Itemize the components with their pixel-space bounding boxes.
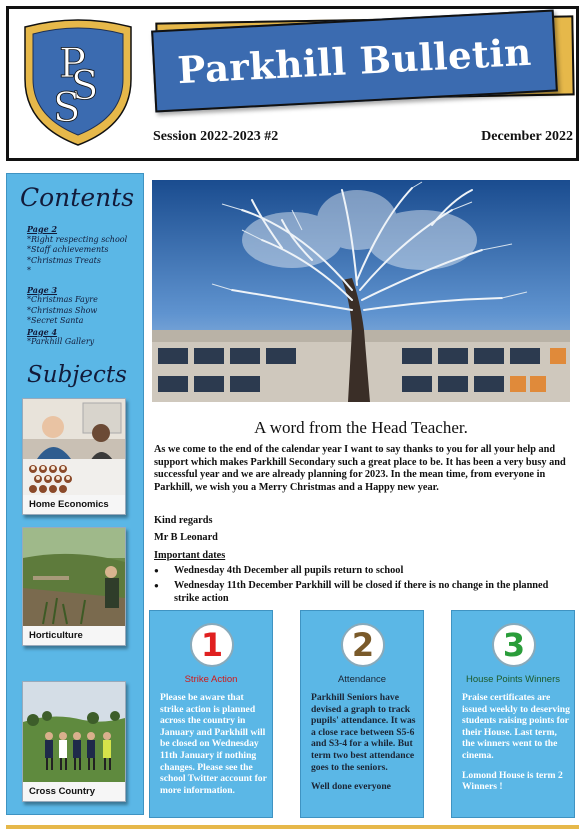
issue-date: December 2022 — [481, 129, 573, 144]
bottom-rule — [6, 825, 579, 829]
subjects-title: Subjects — [27, 362, 127, 388]
card-text: Praise certificates are issued weekly to deserving students raising points for their House. Last term, the winners went to the cinema. — [462, 692, 570, 761]
important-dates-title: Important dates — [154, 550, 226, 561]
subject-label: Home Economics — [23, 495, 125, 514]
kind-regards: Kind regards — [154, 515, 213, 526]
frosted-tree-photo — [152, 180, 570, 402]
number-three-icon: 3 — [492, 623, 536, 667]
subject-card-home-economics[interactable] — [22, 398, 126, 515]
head-teacher-message: As we come to the end of the calendar year I want to say thanks to you for all your help and support which makes Parkhill Secondary such a great place to be. It has been a very busy and successful year and we are already planning for 2023. In the mean time, from everyone in Parkhill, we wish you a Merry Christmas and a Happy new year. — [154, 444, 566, 494]
subject-card-horticulture[interactable] — [22, 527, 126, 646]
contents-item: * — [27, 266, 31, 275]
contents-item: *Christmas Fayre — [27, 295, 98, 304]
svg-text:S: S — [53, 85, 81, 131]
contents-item: *Secret Santa — [27, 316, 84, 325]
contents-item: *Christmas Show — [27, 305, 98, 315]
contents-title: Contents — [20, 183, 135, 212]
card-attendance — [300, 610, 424, 818]
horticulture-photo — [23, 528, 125, 626]
number-two-icon: 2 — [341, 623, 385, 667]
subject-label: Horticulture — [23, 626, 125, 645]
spacer — [27, 277, 139, 285]
session-label: Session 2022-2023 #2 — [153, 129, 279, 144]
card-text: Parkhill Seniors have devised a graph to track pupils' attendance. It was a close race between S5-6 and S3-4 for a while. But term two best attendance goes to the seniors. — [311, 692, 416, 773]
contents-page-label[interactable]: Page 3 — [27, 284, 58, 295]
contents-item: *Christmas Treats — [27, 255, 101, 265]
number-one-icon: 1 — [190, 623, 234, 667]
svg-text:S: S — [71, 63, 99, 109]
important-dates-list — [154, 565, 568, 607]
cross-country-photo — [23, 682, 125, 782]
signature: Mr B Leonard — [154, 532, 218, 543]
date-item: ● Wednesday 4th December all pupils return to school — [154, 565, 568, 578]
contents-item: *Parkhill Gallery — [27, 337, 95, 346]
contents-list — [27, 224, 139, 348]
head-teacher-heading: A word from the Head Teacher. — [254, 418, 468, 437]
card-strike-action — [149, 610, 273, 818]
card-body — [311, 692, 419, 793]
card-extra: Lomond House is term 2 Winners ! — [462, 769, 563, 793]
contents-page-label[interactable]: Page 4 — [27, 326, 58, 337]
card-house-points — [451, 610, 575, 818]
home-economics-photo — [23, 399, 125, 495]
card-title: House Points Winners — [466, 674, 560, 685]
card-text: Please be aware that strike action is planned across the country in January and Parkhill will be closed on Wednesday 11th January if nothing changes. Please see the school Twitter account for more information. — [160, 692, 267, 796]
contents-item: *Right respecting school — [27, 234, 128, 244]
bulletin-title: Parkhill Bulletin — [176, 29, 533, 93]
card-extra: Well done everyone — [311, 781, 391, 793]
card-title: Attendance — [337, 674, 387, 685]
school-crest-logo — [19, 17, 137, 149]
contents-page-label[interactable]: Page 2 — [27, 224, 58, 234]
card-body — [462, 692, 570, 793]
date-item: ● Wednesday 11th December Parkhill will be closed if there is no change in the planned strike action — [154, 580, 568, 606]
subject-label: Cross Country — [23, 782, 125, 801]
card-title: Strike Action — [184, 674, 238, 685]
svg-text:P: P — [59, 41, 86, 87]
card-body — [160, 692, 268, 796]
subject-card-cross-country[interactable] — [22, 681, 126, 802]
contents-item: *Staff achievements — [27, 245, 109, 254]
